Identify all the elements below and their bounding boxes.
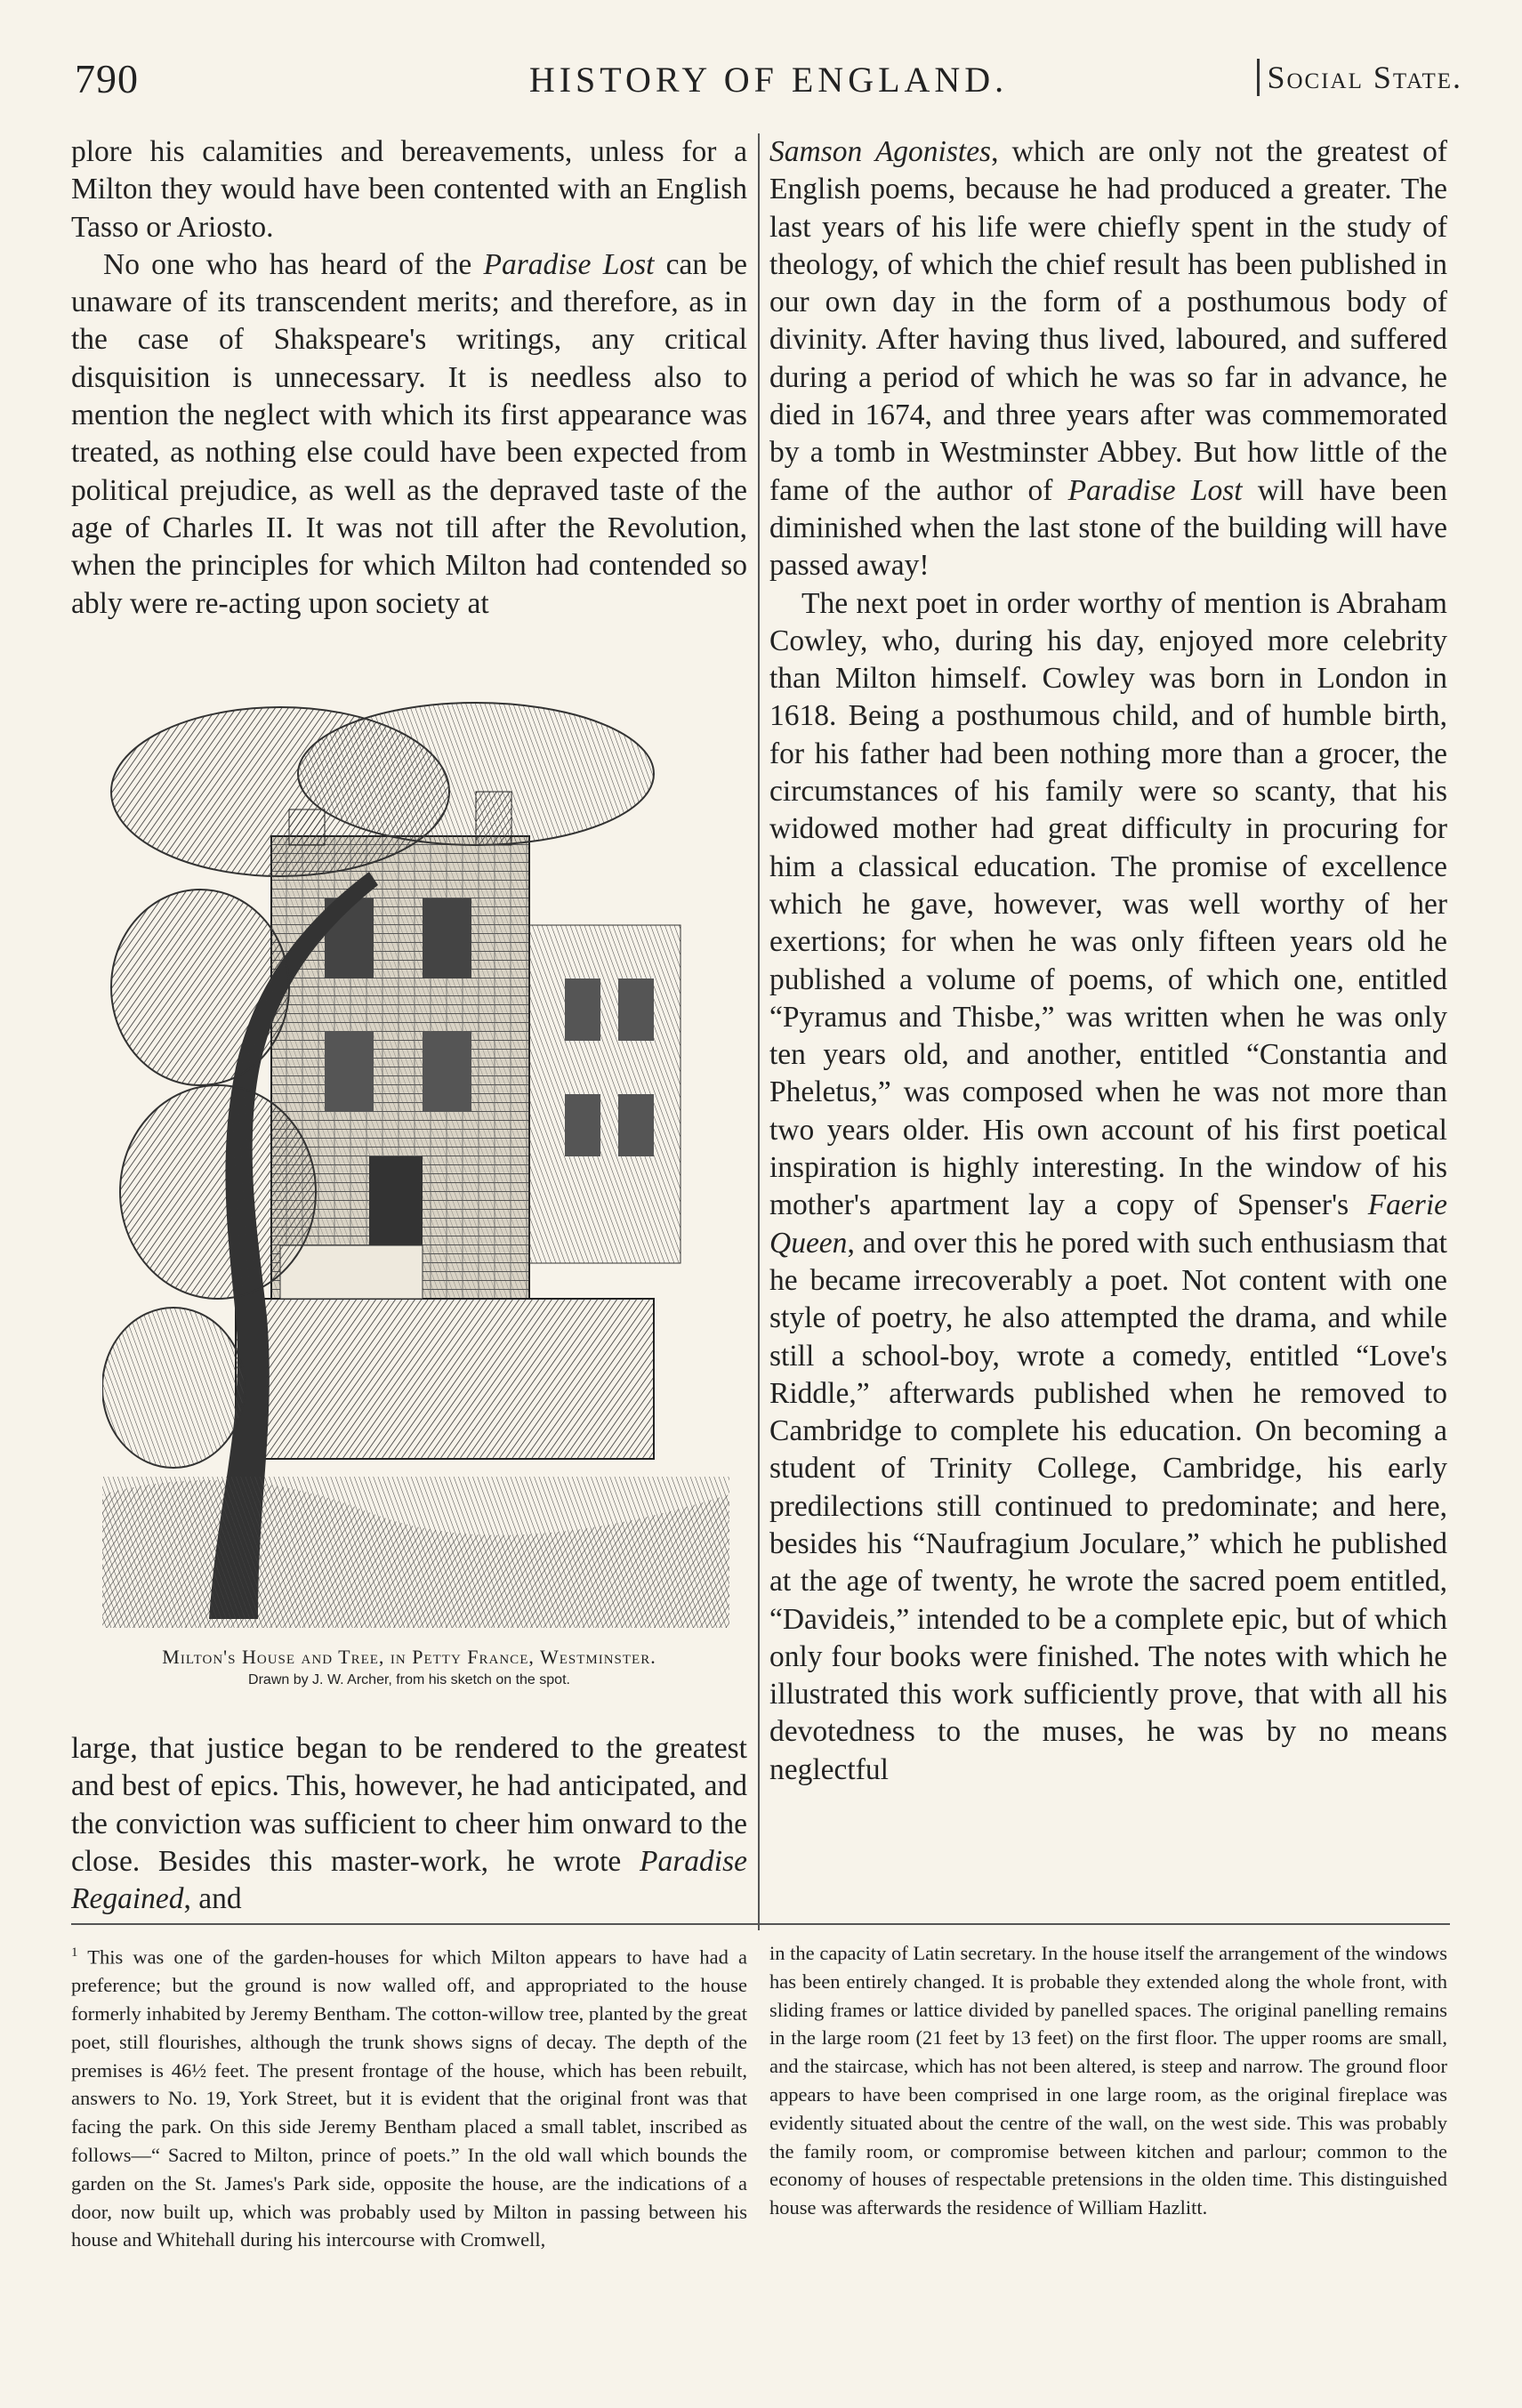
- caption-title: Milton's House and Tree, in Petty France, Westminster.: [162, 1646, 656, 1668]
- foreground-foliage-icon: [102, 1477, 729, 1628]
- left-column-top: [71, 133, 747, 623]
- figure-caption: [71, 1646, 747, 1688]
- running-title: HISTORY OF ENGLAND.: [528, 60, 1009, 100]
- paragraph: plore his calamities and bereavements, unless for a Milton they would have been contented with an English Tasso or Ariosto.: [71, 135, 747, 244]
- paragraph: No one who has heard of the Paradise Lost can be unaware of its transcendent merits; and therefore, as in the case of Shakspeare's writings, any critical disquisition is unnecessary. It is needless also to mention the neglect with which its first appearance was treated, as nothing else could have been expected from political prejudice, as well as the depraved taste of the age of Charles II. It was not till after the Revolution, when the principles for which Milton had contended so ably were re-acting upon society at: [71, 247, 747, 620]
- column-divider: [758, 133, 760, 1930]
- section-title: Social State.: [1257, 59, 1462, 96]
- footnote-left: [71, 1939, 747, 2254]
- left-column-bottom: [71, 1730, 747, 1918]
- page-number: 790: [75, 56, 139, 101]
- running-header: [75, 55, 1462, 117]
- footnote-divider: [71, 1923, 1450, 1925]
- footnote-text: in the capacity of Latin secretary. In the house itself the arrangement of the windows has been entirely changed. It is probable they extended along the whole front, with sliding frames or lattice divided by panelled spaces. The original panelling remains in the large room (21 feet by 13 feet) on the first floor. The upper rooms are small, and the staircase, which has not been altered, is steep and narrow. The ground floor appears to have been comprised in one large room, as the original fireplace was evidently situated about the centre of the wall, on the west side. This was probably the family room, or compromise between kitchen and parlour; common to the economy of houses of respectable pretensions in the olden time. This distinguished house was afterwards the residence of William Hazlitt.: [769, 1942, 1447, 2219]
- paragraph: Samson Agonistes, which are only not the greatest of English poems, because he had produced a greater. The last years of his life were chiefly spent in the study of theology, of which the chief result has been published in our own day in the form of a posthumous body of divinity. After having thus lived, laboured, and suffered during a period of which he was so far in advance, he died in 1674, and three years after was commemorated by a tomb in Westminster Abbey. But how little of the fame of the author of Paradise Lost will have been diminished when the last stone of the building will have passed away!: [769, 135, 1448, 583]
- footnote-right: [769, 1939, 1447, 2222]
- paragraph: large, that justice began to be rendered to the greatest and best of epics. This, however, he had anticipated, and the conviction was sufficient to cheer him onward to the close. Besides this master-work, he wrote Paradise Regained, and: [71, 1732, 747, 1916]
- engraving-illustration: [102, 694, 729, 1628]
- paragraph: The next poet in order worthy of mention is Abraham Cowley, who, during his day, enjoyed more celebrity than Milton himself. Cowley was born in London in 1618. Being a posthumous child, and of humble birth, for his father had been nothing more than a grocer, the circumstances of his family were so scanty, that his widowed mother had great difficulty in procuring for him a classical education. The promise of excellence which he gave, however, was well worthy of her exertions; for when he was only fifteen years old he published a volume of poems, of which one, entitled “Pyramus and Thisbe,” was written when he was only ten years old, and another, entitled “Constantia and Pheletus,” was composed when he was not more than two years older. His own account of his first poetical inspiration is highly interesting. In the window of his mother's apartment lay a copy of Spenser's Faerie Queen, and over this he pored with such enthusiasm that he became irrecoverably a poet. Not content with one style of poetry, he also attempted the drama, and while still a school-boy, wrote a comedy, entitled “Love's Riddle,” afterwards published when he removed to Cambridge to complete his education. On becoming a student of Trinity College, Cambridge, his early predilections still continued to predominate; and here, besides his “Naufragium Joculare,” which he published at the age of twenty, he wrote the sacred poem entitled, “Davideis,” intended to be a complete epic, but of which only four books were finished. The notes with which he illustrated this work sufficiently prove, that with all his devotedness to the muses, he was by no means neglectful: [769, 586, 1447, 1786]
- footnote-text: $^1$ This was one of the garden-houses for which Milton appears to have had a preference; but the ground is now walled off, and appropriated to the house formerly inhabited by Jeremy Bentham. The cotton-willow tree, planted by the great poet, still flourishes, although the trunk shows signs of decay. The depth of the premises is 46½ feet. The present frontage of the house, which has been rebuilt, answers to No. 19, York Street, but it is evident that the original front was that facing the park. On this side Jeremy Bentham placed a small tablet, inscribed as follows—“ Sacred to Milton, prince of poets.” In the old wall which bounds the garden on the St. James's Park side, opposite the house, are the indications of a door, now built up, which was probably used by Milton in passing between his house and Whitehall during his intercourse with Cromwell,: [71, 1945, 747, 2251]
- caption-credit: Drawn by J. W. Archer, from his sketch on the spot.: [248, 1672, 570, 1687]
- right-column: [769, 133, 1447, 1789]
